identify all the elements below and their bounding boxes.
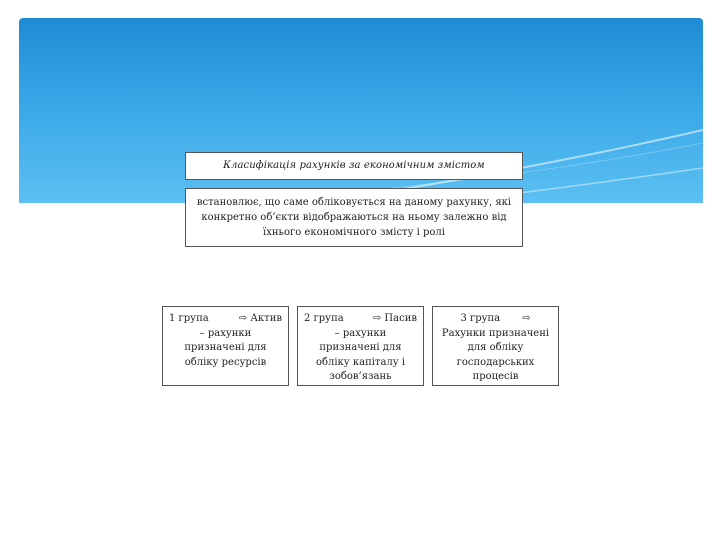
group-1-box: [162, 306, 289, 386]
group-2-box: [297, 306, 424, 386]
right-arrow-icon: ⇨: [238, 313, 248, 324]
group-2-label: 2 група: [304, 313, 344, 324]
group-1-text: – рахунки призначені для обліку ресурсів: [184, 327, 267, 368]
group-3-text: Рахунки призначені для обліку господарських процесів: [441, 327, 550, 382]
description-text: встановлює, що саме обліковується на даному рахунку, які конкретно об’єкти відображаються на ньому залежно від їхнього економічного змісту і ролі: [196, 197, 512, 238]
group-3-heading: [439, 312, 552, 327]
right-arrow-icon: ⇨: [522, 313, 531, 324]
description-box: [185, 188, 523, 247]
group-1-label: 1 група: [169, 313, 209, 324]
group-2-text: – рахунки призначені для обліку капіталу і зобов’язань: [315, 327, 406, 382]
group-2-heading: [304, 312, 417, 327]
group-3-box: [432, 306, 559, 386]
group-1-heading: [169, 312, 282, 327]
diagram-title: Класифікація рахунків за економічним змістом: [223, 160, 485, 171]
right-arrow-icon: ⇨: [372, 313, 382, 324]
group-1-kind: Актив: [250, 313, 282, 324]
diagram-title-box: [185, 152, 523, 180]
group-2-kind: Пасив: [384, 313, 417, 324]
group-3-label: 3 група: [460, 313, 501, 324]
